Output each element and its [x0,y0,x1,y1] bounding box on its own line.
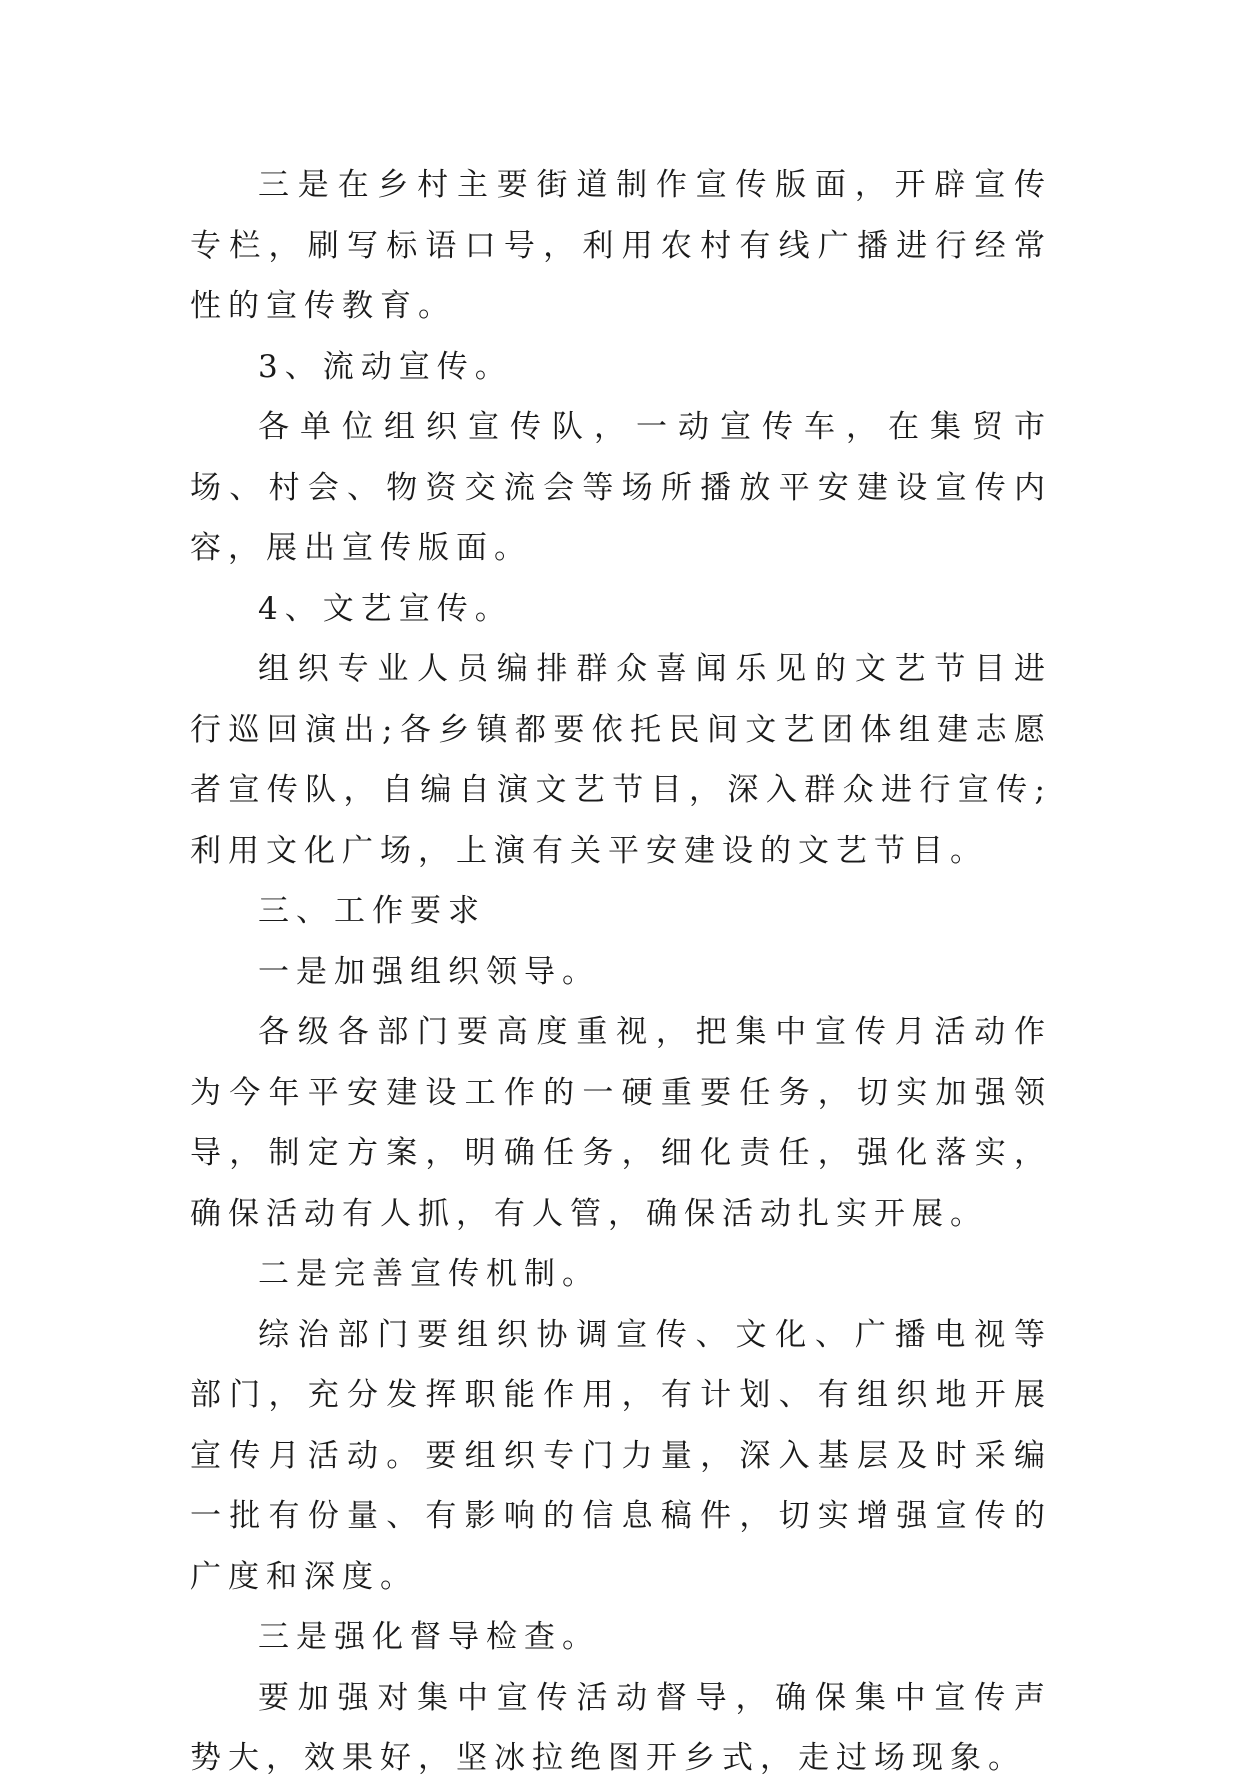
heading-improve-mechanism: 二是完善宣传机制。 [258,1256,600,1292]
paragraph-art-publicity: 组织专业人员编排群众喜闻乐见的文艺节目进行巡回演出;各乡镇都要依托民间文艺团体组建志愿者宣传队，自编自演文艺节目，深入群众进行宣传;利用文化广场，上演有关平安建设的文艺节目。 [190,651,1052,869]
paragraph-street-publicity: 三是在乡村主要街道制作宣传版面，开辟宣传专栏，刷写标语口号，利用农村有线广播进行经常性的宣传教育。 [190,167,1052,324]
heading-supervision: 三是强化督导检查。 [258,1619,600,1655]
paragraph-mobile-publicity: 各单位组织宣传队，一动宣传车，在集贸市场、村会、物资交流会等场所播放平安建设宣传内容，展出宣传版面。 [190,409,1052,566]
heading-mobile-publicity: 3、流动宣传。 [258,348,513,385]
paragraph-strengthen-leadership: 各级各部门要高度重视，把集中宣传月活动作为今年平安建设工作的一硬重要任务，切实加强领导，制定方案，明确任务，细化责任，强化落实，确保活动有人抓，有人管，确保活动扎实开展。 [190,1014,1052,1232]
document-page [190,155,1052,1789]
paragraph-supervision: 要加强对集中宣传活动督导，确保集中宣传声势大，效果好，坚冰拉绝图开乡式，走过场现象。 [190,1679,1052,1776]
paragraph-improve-mechanism: 综治部门要组织协调宣传、文化、广播电视等部门，充分发挥职能作用，有计划、有组织地开展宣传月活动。要组织专门力量，深入基层及时采编一批有份量、有影响的信息稿件，切实增强宣传的广度和深度。 [190,1316,1052,1595]
heading-art-publicity: 4、文艺宣传。 [258,590,513,627]
heading-work-requirements: 三、工作要求 [258,893,486,929]
heading-strengthen-leadership: 一是加强组织领导。 [258,953,600,990]
